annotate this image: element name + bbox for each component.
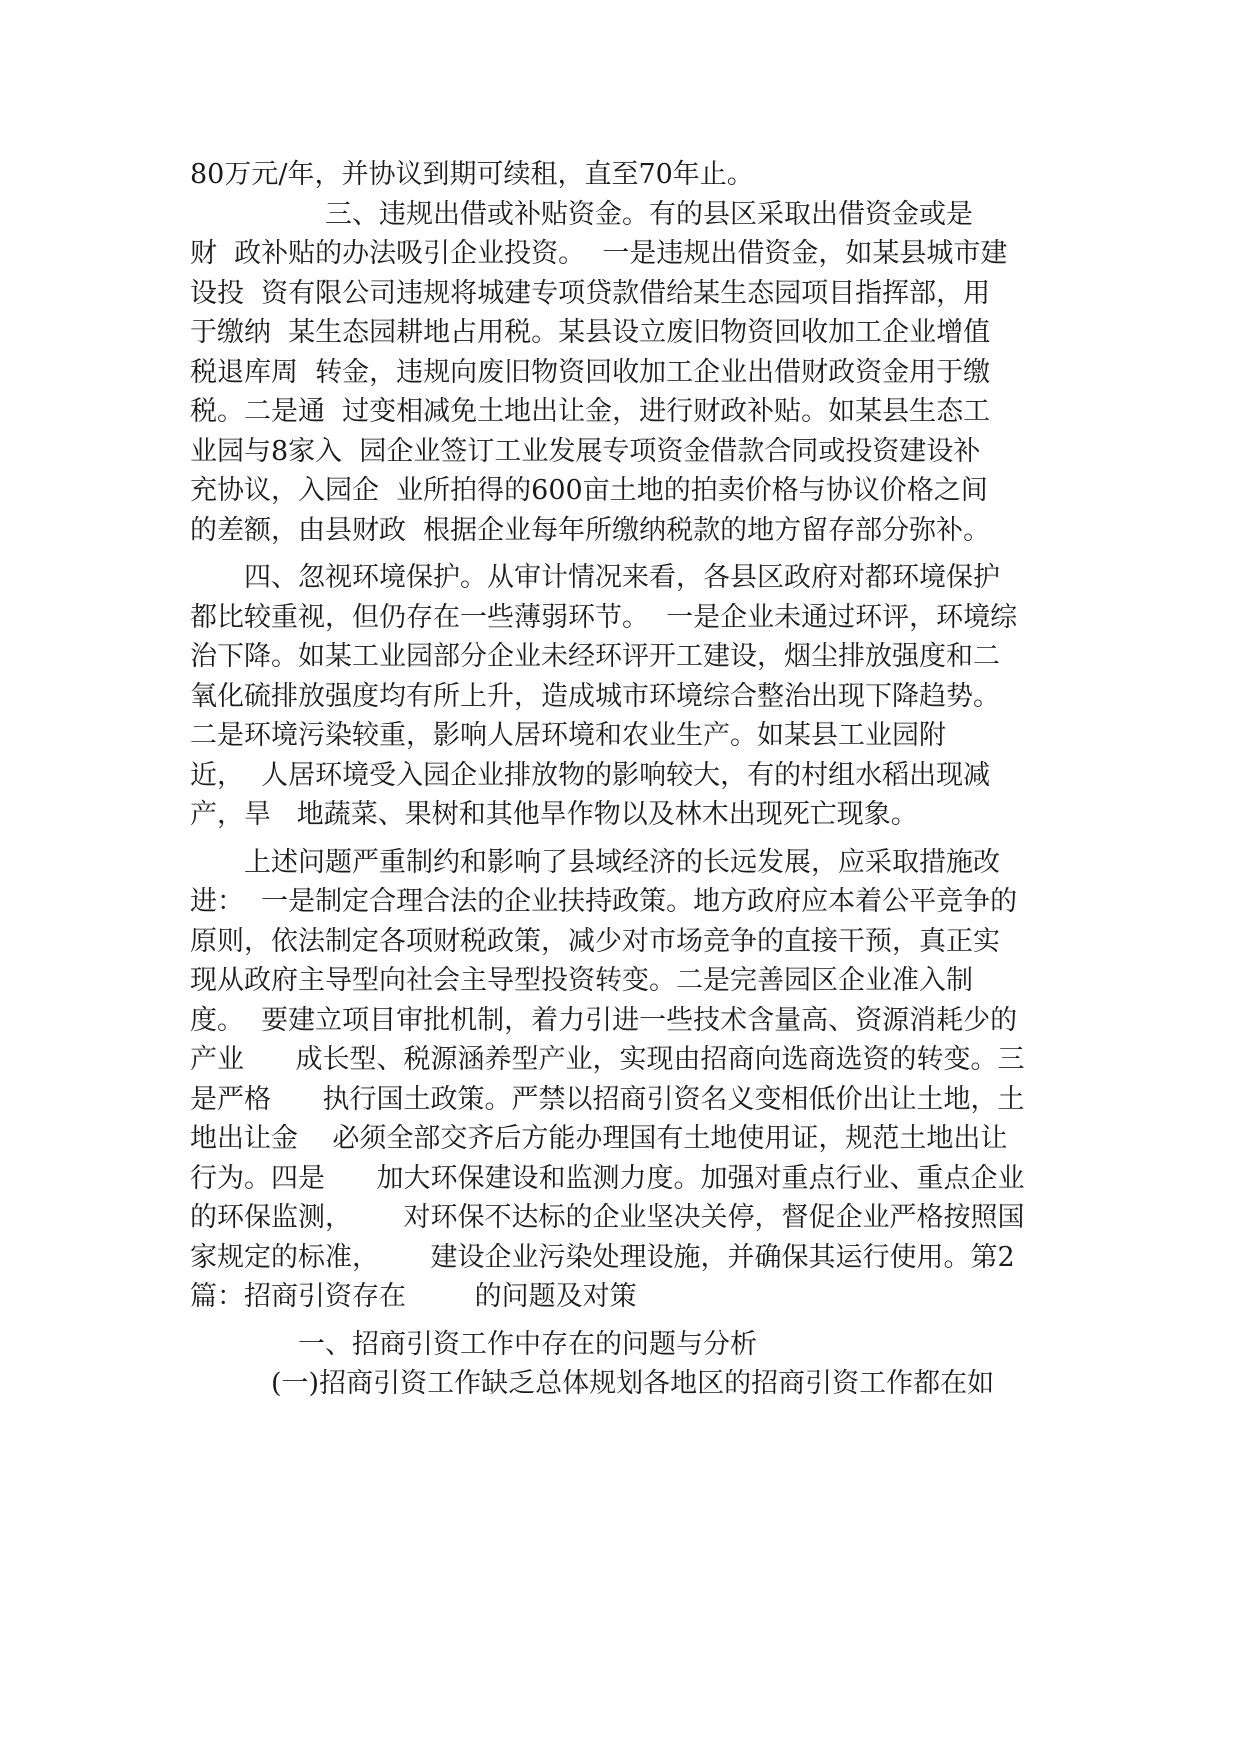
text-line: 80万元/年，并协议到期可续租，直至70年止。 <box>190 159 754 190</box>
text-line: 三、违规出借或补贴资金。有的县区采取出借资金或是 <box>190 198 973 230</box>
text-line: 的环保监测， 对环保不达标的企业坚决关停，督促企业严格按照国 <box>190 1202 1025 1233</box>
text-line: 税。二是通 过变相减免土地出让金，进行财政补贴。如某县生态工 <box>190 396 991 427</box>
text-line: 行为。四是 加大环保建设和监测力度。加强对重点行业、重点企业 <box>190 1162 1025 1194</box>
text-line: 设投 资有限公司违规将城建专项贷款借给某生态园项目指挥部，用 <box>190 277 991 309</box>
text-line: 度。 要建立项目审批机制，着力引进一些技术含量高、资源消耗少的 <box>190 1004 1018 1036</box>
text-line: 氧化硫排放强度均有所上升，造成城市环境综合整治出现下降趋势。 <box>190 680 1000 712</box>
text-line: 地出让金 必须全部交齐后方能办理国有土地使用证，规范土地出让 <box>190 1123 1008 1154</box>
text-line: 业园与8家入 园企业签订工业发展专项资金借款合同或投资建设补 <box>190 435 981 467</box>
text-line: 二是环境污染较重，影响人居环境和农业生产。如某县工业园附 <box>190 720 946 751</box>
text-line: 于缴纳 某生态园耕地占用税。某县设立废旧物资回收加工企业增值 <box>190 317 991 348</box>
text-line: 是严格 执行国土政策。严禁以招商引资名义变相低价出让土地，土 <box>190 1083 1025 1115</box>
text-line: (一)招商引资工作缺乏总体规划各地区的招商引资工作都在如 <box>190 1368 995 1399</box>
text-line: 产，旱 地蔬菜、果树和其他旱作物以及林木出现死亡现象。 <box>190 799 918 830</box>
text-line: 治下降。如某工业园部分企业未经环评开工建设，烟尘排放强度和二 <box>190 641 1000 672</box>
section-heading: 一、招商引资工作中存在的问题与分析 <box>190 1328 757 1360</box>
text-line: 都比较重视，但仍存在一些薄弱环节。 一是企业未通过环评，环境综 <box>190 601 1018 633</box>
text-line: 四、忽视环境保护。从审计情况来看，各县区政府对都环境保护 <box>190 562 1000 593</box>
text-line: 上述问题严重制约和影响了县域经济的长远发展，应采取措施改 <box>190 846 1000 878</box>
text-line: 产业 成长型、税源涵养型产业，实现由招商向选商选资的转变。三 <box>190 1044 1025 1075</box>
text-line: 充协议，入园企 业所拍得的600亩土地的拍卖价格与协议价格之间 <box>190 475 988 506</box>
document-body <box>190 155 1050 1404</box>
text-line: 现从政府主导型向社会主导型投资转变。二是完善园区企业准入制 <box>190 965 973 996</box>
text-line: 家规定的标准， 建设企业污染处理设施，并确保其运行使用。第2 <box>190 1241 1015 1273</box>
text-line: 进： 一是制定合理合法的企业扶持政策。地方政府应本着公平竞争的 <box>190 886 1018 917</box>
text-line: 近， 人居环境受入园企业排放物的影响较大，有的村组水稻出现减 <box>190 759 991 791</box>
text-line: 原则，依法制定各项财税政策，减少对市场竞争的直接干预，真正实 <box>190 925 1000 957</box>
text-line: 财 政补贴的办法吸引企业投资。 一是违规出借资金，如某县城市建 <box>190 238 1008 269</box>
text-line: 的差额，由县财政 根据企业每年所缴纳税款的地方留存部分弥补。 <box>190 514 991 546</box>
text-line: 篇：招商引资存在 的问题及对策 <box>190 1281 637 1312</box>
text-line: 税退库周 转金，违规向废旧物资回收加工企业出借财政资金用于缴 <box>190 356 991 388</box>
